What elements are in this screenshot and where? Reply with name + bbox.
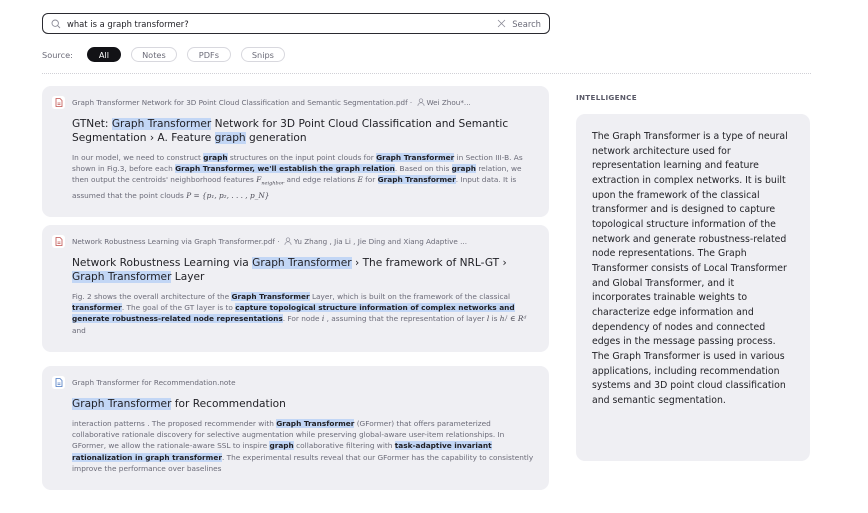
math-expression: i xyxy=(321,314,325,324)
result-snippet: In our model, we need to construct graph structures on the input point clouds for Graph Transformer in Section III-B. As shown in Fig.3, before each Graph Transformer, we'll establish the graph relation. Based on this graph relation, we then output the centroids' neighborhood features $F_{neighbor}$ and edge relations E for Graph Transformer. Input data. It is assumed that the point clouds P = {p₁, p₂, . . . , p_N} xyxy=(72,153,523,201)
pdf-file-icon xyxy=(52,235,65,248)
math-expression: $F_{neighbor}$ xyxy=(256,175,285,187)
search-button[interactable]: Search xyxy=(512,18,541,29)
result-authors: Wei Zhou*... xyxy=(426,98,471,107)
close-icon[interactable] xyxy=(497,19,506,28)
highlight-match: graph xyxy=(203,153,228,162)
highlight-match: graph xyxy=(451,164,476,174)
divider xyxy=(42,73,811,74)
result-authors: Yu Zhang , Jia Li , Jie Ding and Xiang Adaptive ... xyxy=(293,237,467,246)
result-snippet: Fig. 2 shows the overall architecture of the Graph Transformer Layer, which is built on the framework of the classical transformer. The goal of the GT layer is to capture topological structure information of complex networks and generate robustness-related node representations. For node i , assuming that the representation of layer l is hᵢˡ ∈ Rᵈ and xyxy=(72,292,527,335)
result-card[interactable] xyxy=(42,86,549,217)
source-label: Source: xyxy=(42,49,73,60)
highlight-match: Graph Transformer xyxy=(276,419,355,428)
result-filename[interactable]: Graph Transformer for Recommendation.note xyxy=(72,378,236,387)
result-snippet: interaction patterns . The proposed recommender with Graph Transformer (GFormer) that offers parameterized collaborative rationale discovery for selective augmentation while preserving global-aware user-item relationships. In GFormer, we allow the rationale-aware SSL to inspire graph collaborative filtering with task-adaptive invariant rationalization in graph transformer. The experimental results reveal that our GFormer has the capability to consistently improve the performance over baselines xyxy=(72,419,534,473)
result-card[interactable] xyxy=(42,366,549,490)
highlight-match: graph xyxy=(214,132,246,144)
search-bar[interactable] xyxy=(42,13,550,34)
filter-chip-all[interactable]: All xyxy=(87,47,121,62)
highlight-match: Graph Transformer, we'll establish the graph relation xyxy=(175,164,395,174)
search-input[interactable] xyxy=(67,14,493,33)
highlight-match: Graph Transformer xyxy=(252,257,352,269)
math-expression: l xyxy=(486,314,490,324)
math-expression: E xyxy=(357,175,363,185)
highlight-match: transformer xyxy=(72,303,122,313)
result-title[interactable]: Graph Transformer for Recommendation xyxy=(72,398,286,410)
result-title[interactable]: Network Robustness Learning via Graph Transformer › The framework of NRL-GT › Graph Transformer Layer xyxy=(72,257,507,283)
highlight-match: Graph Transformer xyxy=(376,153,455,162)
filter-chip-pdfs[interactable]: PDFs xyxy=(187,47,231,62)
result-meta xyxy=(52,235,537,248)
highlight-match: task-adaptive invariant rationalization in graph transformer xyxy=(72,441,492,462)
intelligence-answer: The Graph Transformer is a type of neural network architecture used for representation learning and feature extraction in complex networks. It is built upon the framework of the classical transformer and is designed to capture topological structure information of the network and generate robustness-related node representations. The Graph Transformer consists of Local Transformer and Global Transformer, and it incorporates trainable weights to characterize edge information and dependency of nodes and connected edges in the message passing process. The Graph Transformer is used in various applications, including recommendation systems and 3D point cloud classification and semantic segmentation. xyxy=(592,131,788,406)
highlight-match: graph xyxy=(269,441,294,451)
result-filename[interactable]: Graph Transformer Network for 3D Point Cloud Classification and Semantic Segmentation.pdf · Wei Zhou*... xyxy=(72,98,471,107)
result-meta xyxy=(52,96,537,109)
result-filename[interactable]: Network Robustness Learning via Graph Transformer.pdf · Yu Zhang , Jia Li , Jie Ding and Xiang Adaptive ... xyxy=(72,237,467,246)
highlight-match: capture topological structure information of complex networks and generate robustness-related node representations xyxy=(72,303,515,324)
result-title[interactable]: GTNet: Graph Transformer Network for 3D Point Cloud Classification and Semantic Segmentation › A. Feature graph generation xyxy=(72,118,509,144)
user-icon xyxy=(415,98,427,107)
result-card[interactable] xyxy=(42,225,549,352)
highlight-match: Graph Transformer xyxy=(111,118,212,130)
source-filter xyxy=(42,47,295,62)
user-icon xyxy=(282,237,294,246)
intelligence-panel xyxy=(576,114,810,461)
math-expression: hᵢˡ ∈ Rᵈ xyxy=(499,314,527,324)
search-icon xyxy=(51,19,61,29)
highlight-match: Graph Transformer xyxy=(72,271,172,283)
result-meta xyxy=(52,376,537,389)
note-file-icon xyxy=(52,376,65,389)
math-expression: P = {p₁, p₂, . . . , p_N} xyxy=(186,191,270,201)
highlight-match: Graph Transformer xyxy=(72,398,172,410)
highlight-match: Graph Transformer xyxy=(231,292,310,301)
highlight-match: Graph Transformer xyxy=(377,175,456,185)
intelligence-label: INTELLIGENCE xyxy=(576,93,637,102)
filter-chip-snips[interactable]: Snips xyxy=(241,47,285,62)
pdf-file-icon xyxy=(52,96,65,109)
filter-chip-notes[interactable]: Notes xyxy=(131,47,177,62)
